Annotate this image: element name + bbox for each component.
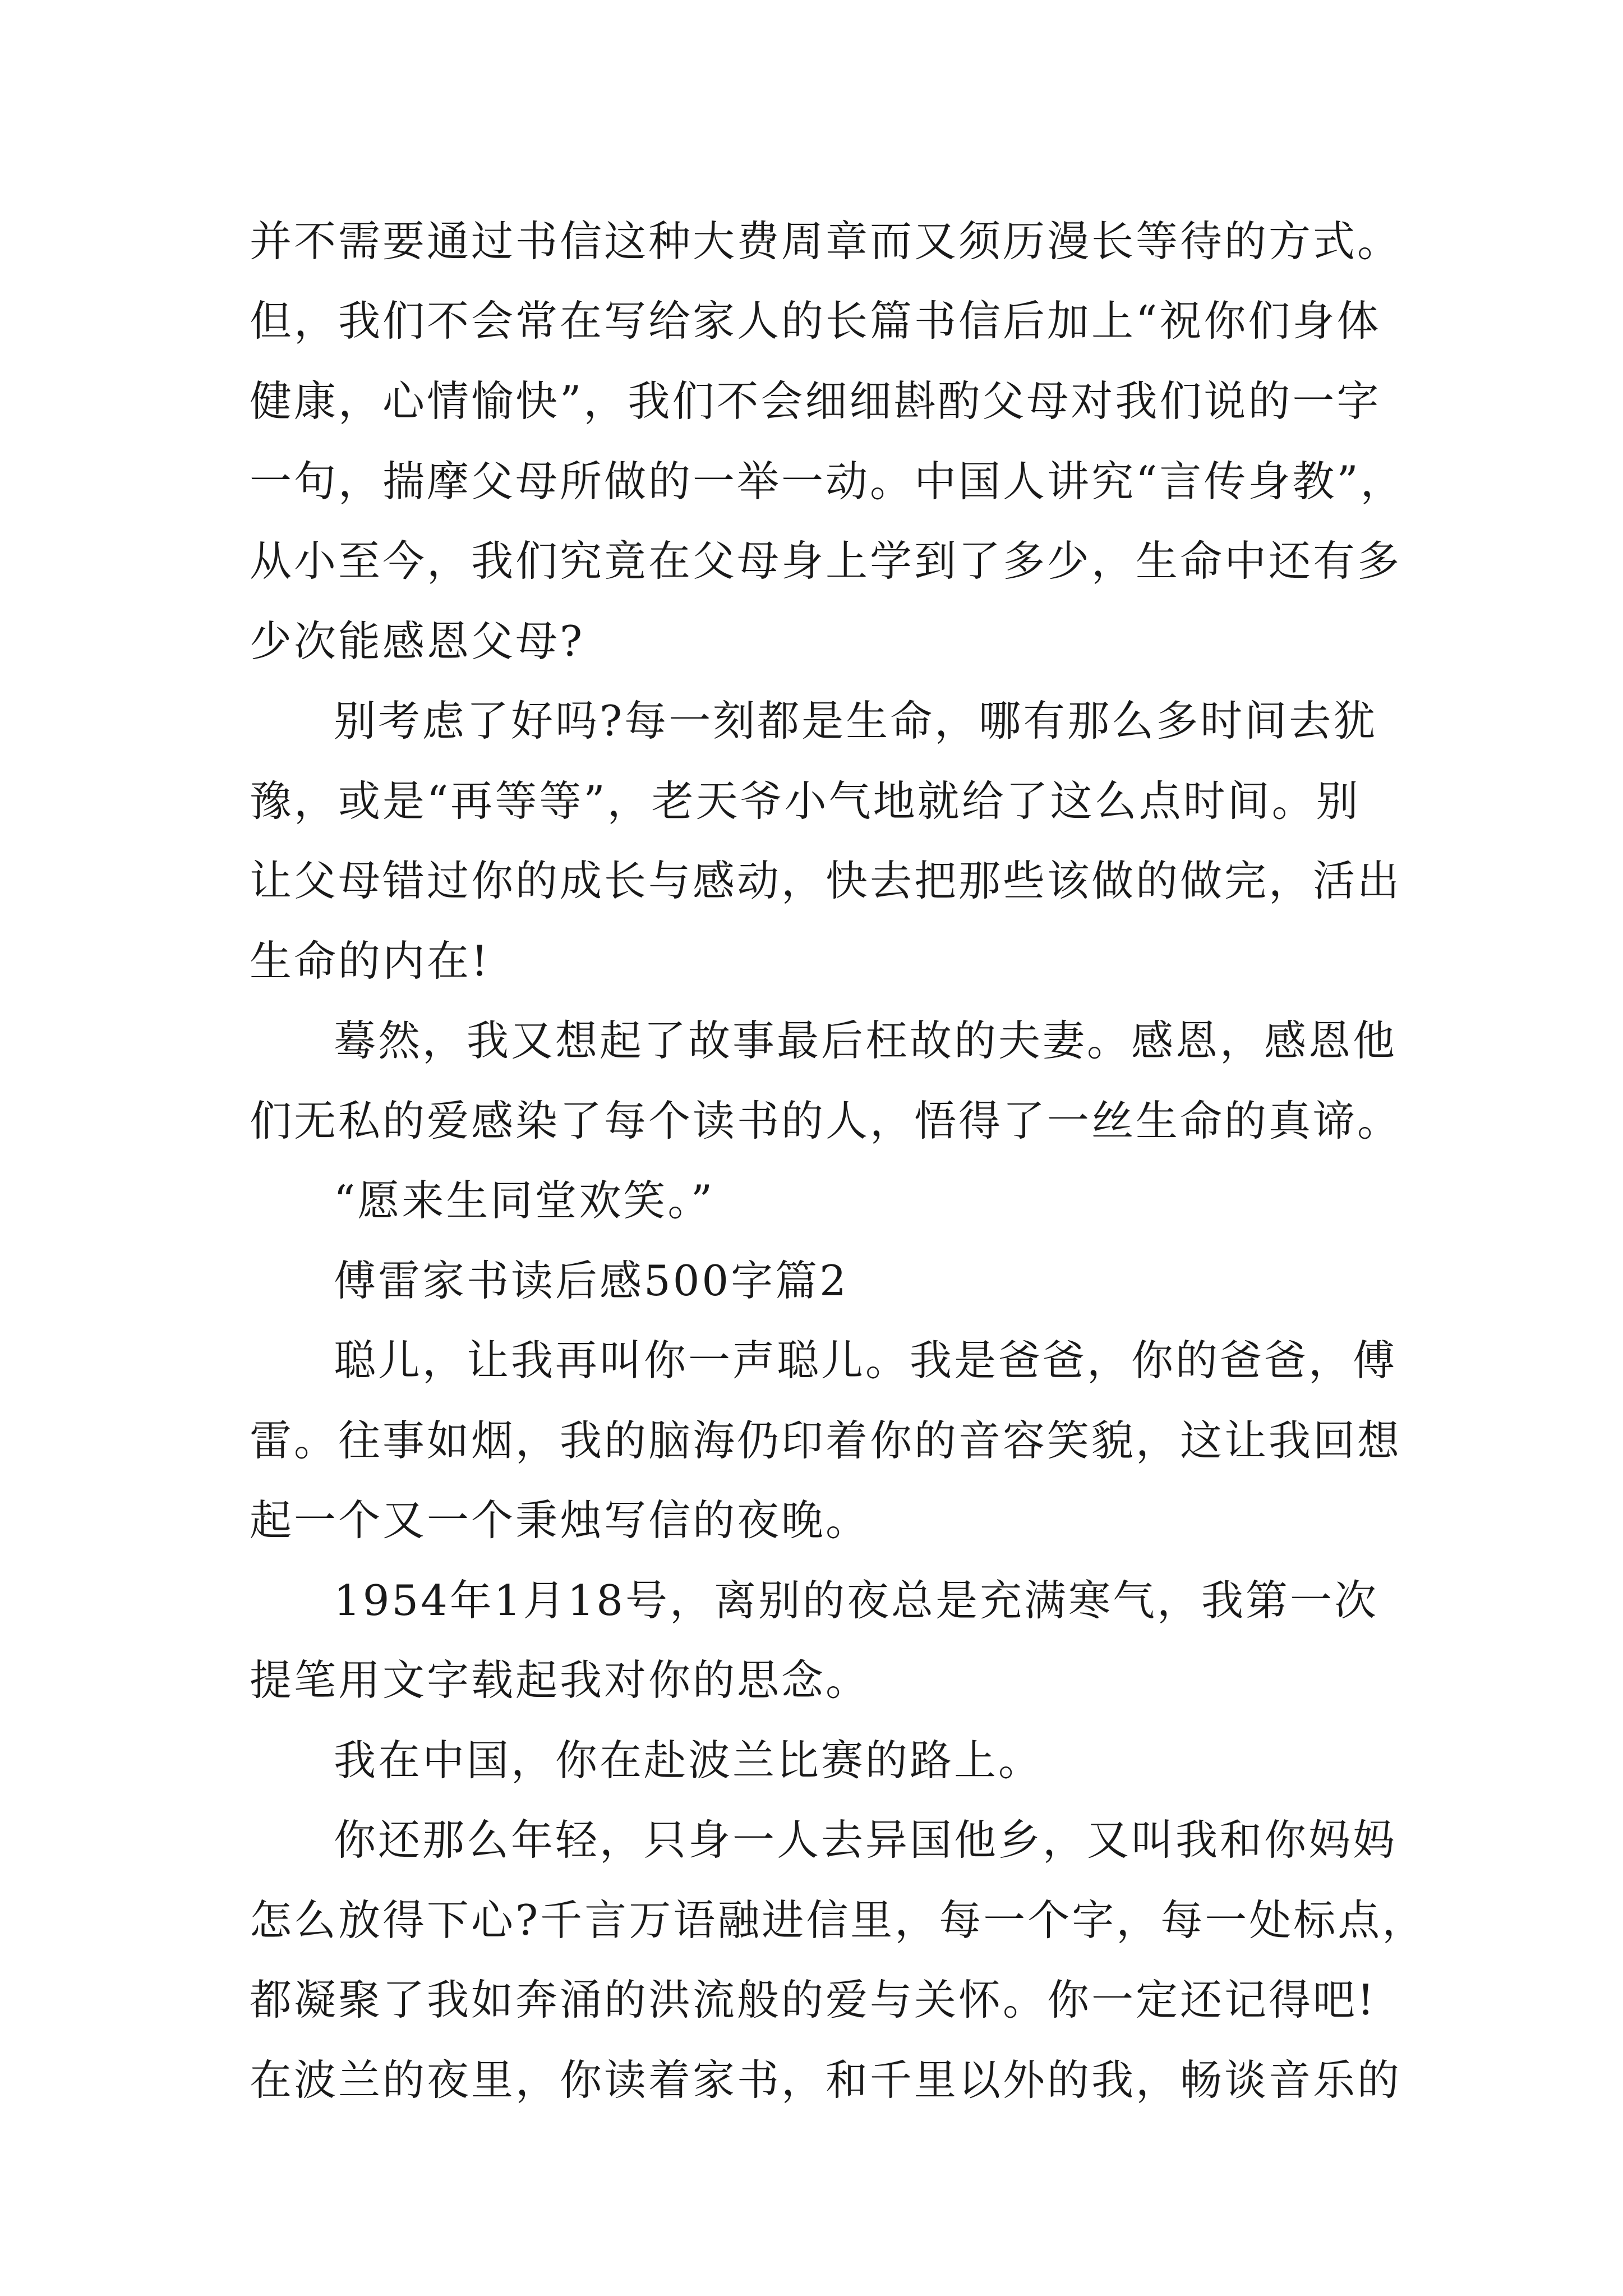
text-line: 们无私的爱感染了每个读书的人，悟得了一丝生命的真谛。	[250, 1096, 1402, 1145]
section-heading: 傅雷家书读后感500字篇2	[334, 1256, 849, 1305]
paragraph-first-line: 聪儿，让我再叫你一声聪儿。我是爸爸，你的爸爸，傅	[334, 1336, 1398, 1385]
paragraph-first-line: 别考虑了好吗?每一刻都是生命，哪有那么多时间去犹	[334, 696, 1378, 746]
text-line: 提笔用文字载起我对你的思念。	[250, 1655, 870, 1705]
paragraph-first-line: 你还那么年轻，只身一人去异国他乡，又叫我和你妈妈	[334, 1815, 1398, 1865]
text-line: 少次能感恩父母?	[250, 616, 585, 666]
text-line: 但，我们不会常在写给家人的长篇书信后加上“祝你们身体	[250, 296, 1381, 346]
text-line: 怎么放得下心?千言万语融进信里，每一个字，每一处标点，	[250, 1895, 1427, 1945]
text-line: 雷。往事如烟，我的脑海仍印着你的音容笑貌，这让我回想	[250, 1416, 1402, 1465]
text-line: 让父母错过你的成长与感动，快去把那些该做的做完，活出	[250, 856, 1402, 905]
text-line: 豫，或是“再等等”，老天爷小气地就给了这么点时间。别	[250, 776, 1361, 826]
text-line: 一句，揣摩父母所做的一举一动。中国人讲究“言传身教”，	[250, 457, 1405, 506]
text-line: 生命的内在!	[250, 936, 491, 986]
text-line: 并不需要通过书信这种大费周章而又须历漫长等待的方式。	[250, 217, 1402, 266]
text-line: 从小至今，我们究竟在父母身上学到了多少，生命中还有多	[250, 536, 1402, 586]
text-line: 都凝聚了我如奔涌的洪流般的爱与关怀。你一定还记得吧!	[250, 1975, 1377, 2024]
text-line: 起一个又一个秉烛写信的夜晚。	[250, 1496, 870, 1545]
text-line: 健康，心情愉快”，我们不会细细斟酌父母对我们说的一字	[250, 376, 1381, 426]
paragraph-first-line: 1954年1月18号，离别的夜总是充满寒气，我第一次	[334, 1576, 1379, 1625]
text-line: 在波兰的夜里，你读着家书，和千里以外的我，畅谈音乐的	[250, 2055, 1402, 2105]
paragraph-first-line: 我在中国，你在赴波兰比赛的路上。	[334, 1736, 1043, 1785]
quote-line: “愿来生同堂欢笑。”	[334, 1176, 715, 1225]
paragraph-first-line: 蓦然，我又想起了故事最后枉故的夫妻。感恩，感恩他	[334, 1016, 1398, 1065]
